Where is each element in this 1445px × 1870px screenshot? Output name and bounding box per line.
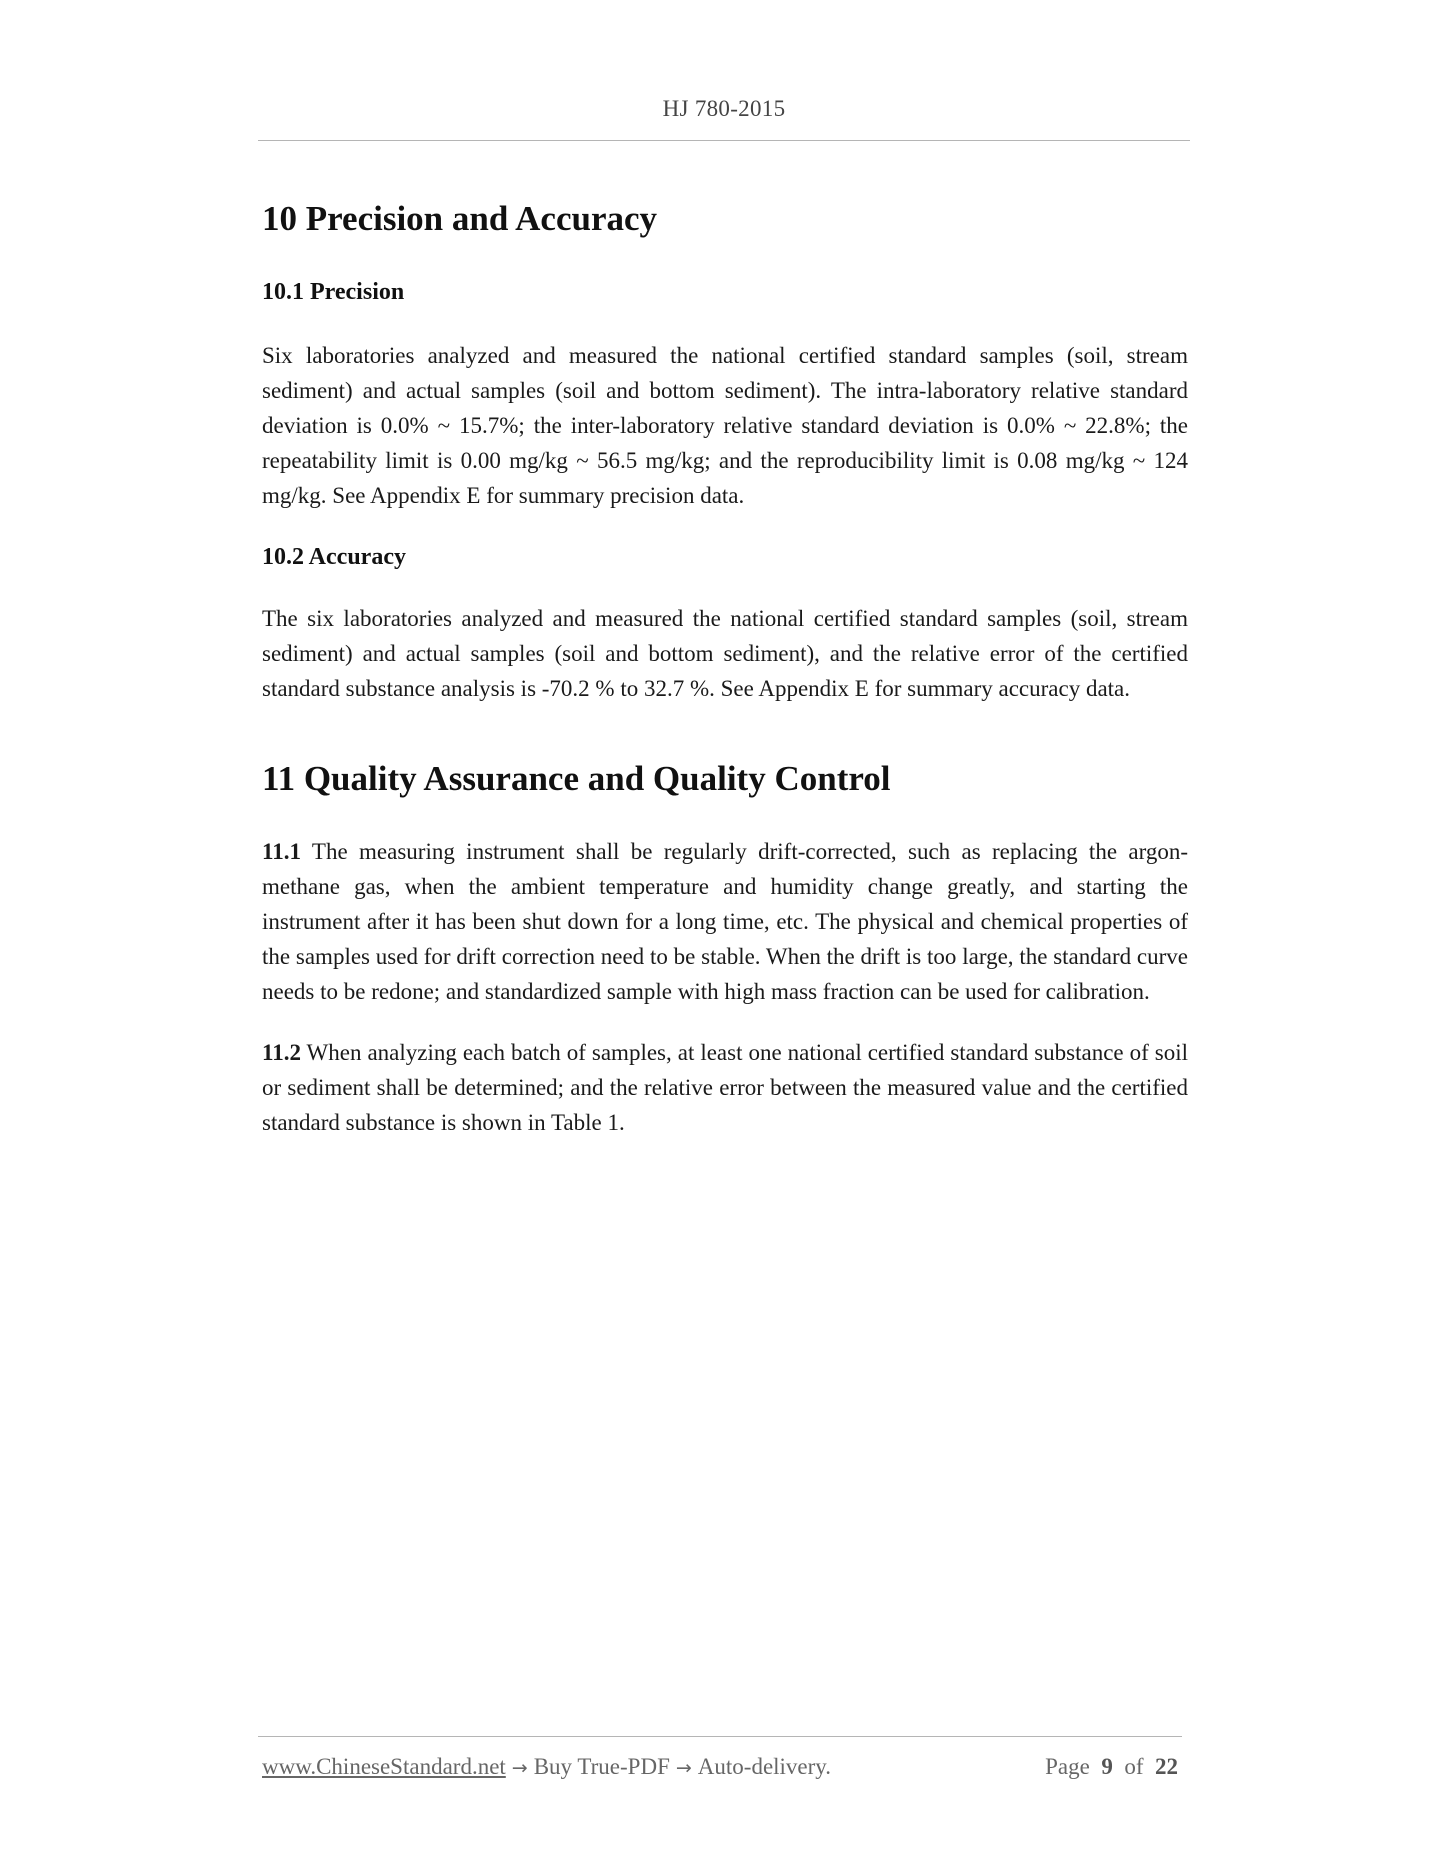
clause-11-2-paragraph — [262, 1035, 1188, 1140]
page-total: 22 — [1155, 1754, 1178, 1779]
footer-divider — [258, 1736, 1182, 1737]
precision-paragraph: Six laboratories analyzed and measured the national certified standard samples (soil, stream sediment) and actual samples (soil and bottom sediment). The intra-laboratory relative standard deviation is 0.0% ~ 15.7%; the inter-laboratory relative standard deviation is 0.0% ~ 22.8%; the repeatability limit is 0.00 mg/kg ~ 56.5 mg/kg; and the reproducibility limit is 0.08 mg/kg ~ 124 mg/kg. See Appendix E for summary precision data. — [262, 343, 1188, 508]
subsection-10-2-heading: 10.2 Accuracy — [262, 544, 406, 570]
page-content — [262, 196, 1188, 1140]
buy-true-pdf-text: Buy True-PDF — [533, 1754, 670, 1779]
header-divider — [258, 140, 1190, 141]
arrow-right-icon: → — [511, 1757, 528, 1779]
document-id-header: HJ 780-2015 — [662, 96, 786, 121]
page-label: Page — [1045, 1754, 1090, 1779]
section-11-heading: 11 Quality Assurance and Quality Control — [262, 759, 891, 798]
page-number — [1045, 1754, 1178, 1780]
auto-delivery-text: Auto-delivery. — [697, 1754, 832, 1779]
arrow-right-icon: → — [675, 1757, 692, 1779]
clause-11-1-paragraph — [262, 834, 1188, 1009]
clause-11-1-text: The measuring instrument shall be regularly drift-corrected, such as replacing the argon-methane gas, when the ambient temperature and humidity change greatly, and starting the instrument after it has been shut down for a long time, etc. The physical and chemical properties of the samples used for drift correction need to be stable. When the drift is too large, the standard curve needs to be redone; and standardized sample with high mass fraction can be used for calibration. — [262, 839, 1188, 1004]
clause-11-1-number: 11.1 — [262, 839, 301, 864]
footer-promo — [262, 1754, 831, 1780]
page-footer — [262, 1754, 1182, 1786]
section-10-heading: 10 Precision and Accuracy — [262, 199, 658, 238]
subsection-10-1-heading: 10.1 Precision — [262, 279, 405, 305]
site-link[interactable]: www.ChineseStandard.net — [262, 1754, 506, 1779]
clause-11-2-text: When analyzing each batch of samples, at least one national certified standard substance of soil or sediment shall be determined; and the relative error between the measured value and the certified standard substance is shown in Table 1. — [262, 1040, 1188, 1135]
accuracy-paragraph: The six laboratories analyzed and measured the national certified standard samples (soil, stream sediment) and actual samples (soil and bottom sediment), and the relative error of the certified standard substance analysis is -70.2 % to 32.7 %. See Appendix E for summary accuracy data. — [262, 606, 1188, 701]
page-of-label: of — [1124, 1754, 1144, 1779]
clause-11-2-number: 11.2 — [262, 1040, 301, 1065]
page-current: 9 — [1101, 1754, 1113, 1779]
